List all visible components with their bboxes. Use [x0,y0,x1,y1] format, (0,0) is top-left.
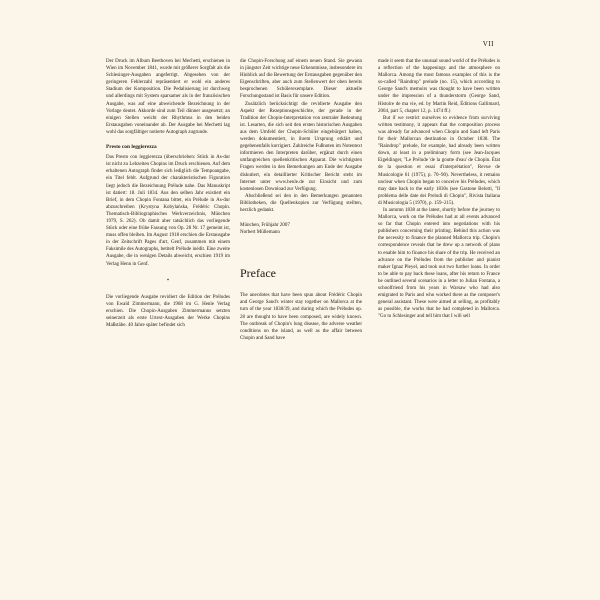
section-heading-presto: Presto con leggierezza [106,144,157,151]
paragraph: die Chopin-Forschung auf einem neuen Stand. Sie gewann in jüngster Zeit wichtige neue Erkenntnisse, insbesondere im Hinblick auf die Bewertung der Erstausgaben gegenüber den Eigenschriften, aber auch zum Stellenwert der oben bereits besprochenen Schülerexemplare. Dieser aktuelle Forschungsstand ist Basis für unsere Edition. [240,59,362,100]
signature-name: Norbert Müllemann [240,230,280,236]
column-middle [240,58,362,590]
paragraph: Der Druck im Album Beethoven bei Mechetti, erschienen in Wien im November 1841, wurde mit größerer Sorgfalt als die Schlesinger-Ausgaben angefertigt. Abgesehen von der geringeren Fehlerzahl repräsentiert er wohl ein anderes Stadium der Komposition. Die Pedalisierung ist durchweg und allerdings mit System sparsamer als in der französischen Ausgabe, was auf eine abweichende Bezeichnung in der Vorlage deutet. Akkorde sind zum Teil dünner ausgesetzt; an einigen Stellen weicht der Rhythmus in den beiden Erstausgaben voneinander ab. Der Ausgabe bei Mechetti lag wohl das sorgfältiger notierte Autograph zugrunde. [106,59,230,135]
paragraph: Das Presto con leggierezza (überschrieben: Stück in As-dur ist nicht zu Lebzeiten Chopins im Druck erschienen. Auf dem erhaltenen Autograph findet sich lediglich die Tempoangabe, ein Titel fehlt. Aufgrund der charakteristischen Figuration liegt jedoch die Bezeichnung Prélude nahe. Das Manuskript ist datiert: 18. Juli 1834. Aus den selben Jahr existiert ein Brief, in dem Chopin Fontana bittet, ein Prélude in As-dur abzuschreiben (Krystyna Kobylańska, Frédéric Chopin. Thematisch-Bibliographisches Werkverzeichnis, München 1979, S. 262). Ob damit aber tatsächlich das vorliegende Stück oder eine frühe Fassung von Op. 28 Nr. 17 gemeint ist, muss offen bleiben. Im August 1918 erschien die Erstausgabe in der Zeitschrift Pages d'art, Genf, zusammen mit einem Faksimile des Autographs, betitelt Prélude inédit. Eine zweite Ausgabe, die in wenigen Details abweicht, erschien 1919 im Verlag Henn in Genf. [106,155,230,267]
paragraph: But if we restrict ourselves to evidence from surviving written testimony, it appears that the composition process was already far advanced when Chopin and Sand left Paris for their Mallorcan destination in October 1838. The "Raindrop" prelude, for example, had already been written down, at least in a preliminary form (see Jean-Jacques Eigeldinger, "Le Prélude 'de la goutte d'eau' de Chopin. État de la question et essai d'interprétation", Revue de Musicologie 61 (1975), p. 70–90). Nevertheless, it remains unclear when Chopin began to conceive his Préludes, which may date back to the early 1830s (see Gastone Belotti, "Il problema delle date dei Preludi di Chopin", Rivista Italiana di Musicologia 5 (1970), p. 159–215). [378,115,500,206]
section-ornament: * [166,278,170,284]
paragraph: Die vorliegende Ausgabe revidiert die Edition der Préludes von Ewald Zimmermann, die 1968 im G. Henle Verlag erschien. Die Chopin-Ausgaben Zimmermanns setzten seinerzeit als erste Urtext-Ausgaben der Werke Chopins Maßstäbe. 40 Jahre später befindet sich [106,294,230,329]
signature-block [240,222,362,236]
signature-place-date: München, Frühjahr 2007 [240,223,290,229]
preface-heading: Preface [240,266,276,281]
column-right [378,58,500,590]
column-left [106,58,230,590]
paragraph: Abschließend sei den in den Bemerkungen genannten Bibliotheken, die Quellenkopien zur Verfügung stellten, herzlich gedankt. [240,193,362,213]
paragraph: The anecdotes that have been spun about Frédéric Chopin and George Sand's winter stay together on Mallorca at the turn of the year 1838/39, and during which the Préludes op. 28 are thought to have been composed, are widely known. The outbreak of Chopin's lung disease, the adverse weather conditions on the island, as well as the affair between Chopin and Sand have [240,293,362,341]
paragraph: Zusätzlich berücksichtigt die revidierte Ausgabe den Aspekt der Rezeptionsgeschichte, der gerade in der Tradition der Chopin-Interpretation von zentraler Bedeutung ist. Lesarten, die sich seit den ersten historischen Ausgaben aus dem Umfeld der Chopin-Schüler eingebürgert haben, werden dokumentiert, in ihrem Ursprung erklärt und gegebenenfalls korrigiert. Zahlreiche Fußnoten im Notentext informieren den Interpreten darüber, ergänzt durch einen umfangreichen quellenkritischen Apparat. Die wichtigsten Fragen werden in den Bemerkungen am Ende der Ausgabe diskutiert, ein detaillierter Kritischer Bericht steht im Internet unter www.henle.de zur Einsicht und zum kostenlosen Download zur Verfügung. [240,101,362,192]
page-number: VII [482,40,494,48]
paragraph: In autumn 1838 at the latest, shortly before the journey to Mallorca, work on the Préludes had at all events advanced so far that Chopin entered into negotiations with his publishers concerning their printing. Behind this action was the necessity to finance the planned Mallorca trip. Chopin's correspondence reveals that he drew up a network of plans to enable him to finance his share of the trip. He received an advance on the Préludes from the publisher and pianist maker Ignaz Pleyel, and took out two further loans. In order to be able to pay back these loans, after his return to France he outlined several scenarios in a letter to Julian Fontana, a schoolfriend from his years in Warsaw who had also emigrated to Paris and who worked there as the composer's general assistant. These were aimed at selling, as profitably as possible, the works that he had completed in Mallorca. "Go to Schlesinger and tell him that I will sell [378,207,500,320]
paragraph: made it seem that the unusual sound world of the Préludes is a reflection of the happenings and the atmosphere on Mallorca. Among the most famous examples of this is the so-called "Raindrop" prelude (no. 15), which according to George Sand's memoirs was thought to have been written under the impression of a thunderstorm (George Sand, Histoire de ma vie, ed. by Martin Reid, Éditions Gallimard, 2004, part 5, chapter 12, p. 1474 ff.) [378,59,500,114]
